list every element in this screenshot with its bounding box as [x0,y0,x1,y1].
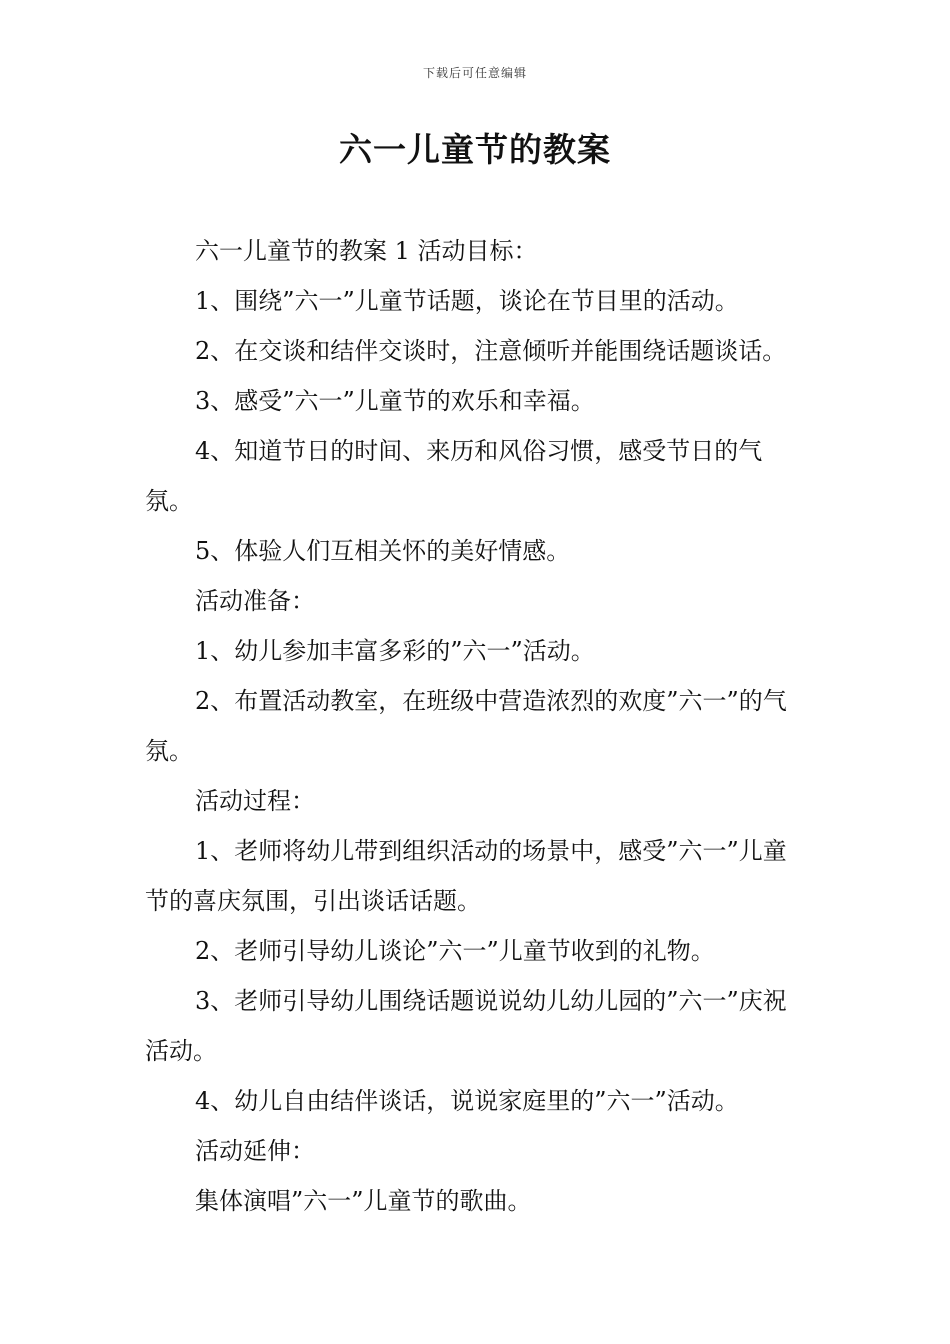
document-body [145,226,810,1226]
paragraph-objective-4: 4、知道节日的时间、来历和风俗习惯，感受节日的气氛。 [145,437,763,515]
paragraph-extension-1: 集体演唱”六一”儿童节的歌曲。 [195,1187,532,1215]
paragraph-objective-5: 5、体验人们互相关怀的美好情感。 [195,537,571,565]
paragraph-process-2: 2、老师引导幼儿谈论”六一”儿童节收到的礼物。 [195,937,715,965]
document-title: 六一儿童节的教案 [339,130,611,169]
section-heading-extension: 活动延伸： [195,1137,315,1165]
paragraph-objective-2: 2、在交谈和结伴交谈时，注意倾听并能围绕话题谈话。 [195,337,787,365]
paragraph-process-4: 4、幼儿自由结伴谈话，说说家庭里的”六一”活动。 [195,1087,739,1115]
section-heading-process: 活动过程： [195,787,315,815]
paragraph-objective-1: 1、围绕”六一”儿童节话题，谈论在节目里的活动。 [195,287,739,315]
paragraph-preparation-2: 2、布置活动教室，在班级中营造浓烈的欢度”六一”的气氛。 [145,687,787,765]
paragraph-process-1: 1、老师将幼儿带到组织活动的场景中，感受”六一”儿童节的喜庆氛围，引出谈话话题。 [145,837,787,915]
paragraph-objective-3: 3、感受”六一”儿童节的欢乐和幸福。 [195,387,595,415]
paragraph-preparation-1: 1、幼儿参加丰富多彩的”六一”活动。 [195,637,595,665]
paragraph-intro-objectives: 六一儿童节的教案 1 活动目标： [195,237,538,265]
header-note: 下载后可任意编辑 [422,66,527,80]
section-heading-preparation: 活动准备： [195,587,315,615]
paragraph-process-3: 3、老师引导幼儿围绕话题说说幼儿幼儿园的”六一”庆祝活动。 [145,987,787,1065]
